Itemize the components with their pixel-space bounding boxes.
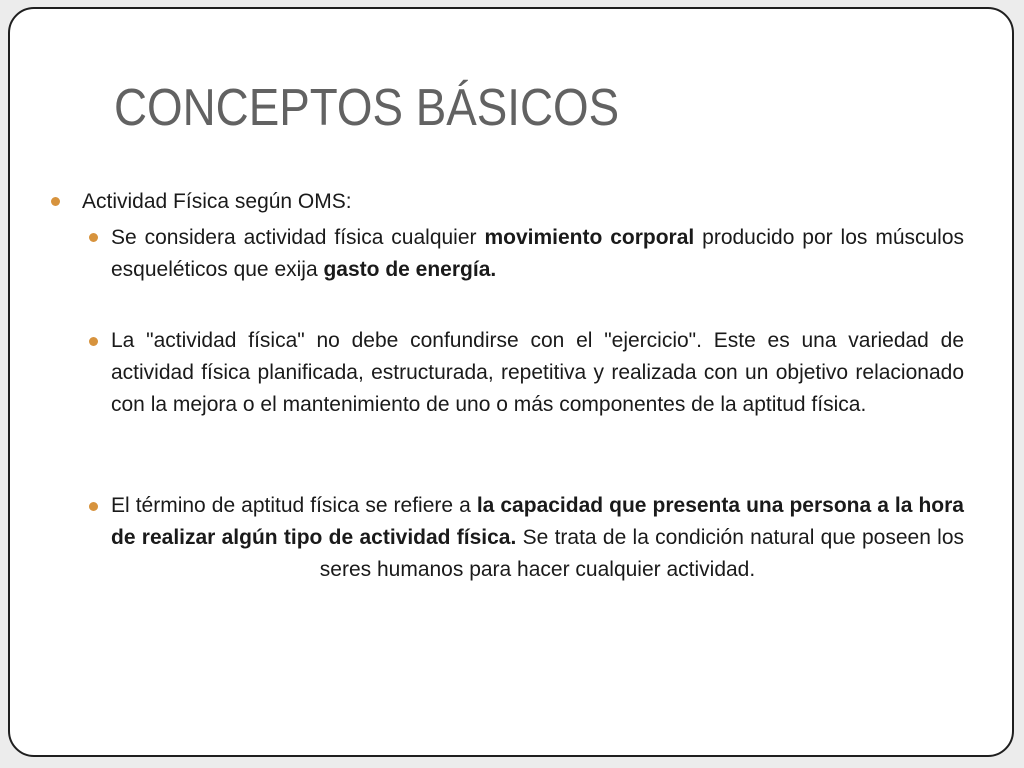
slide-title: CONCEPTOS BÁSICOS [114,79,620,137]
emphasis-text: movimiento corporal [484,226,695,249]
paragraph-aptitud [111,490,964,586]
text-run: El término de aptitud física se refiere a [111,494,477,517]
text-run: Se considera actividad física cualquier [111,226,485,249]
paragraph-ejercicio [111,325,964,421]
text-run: La "actividad física" no debe confundirse con el "ejercicio". Este es una variedad de actividad física planificada, estructurada, repetitiva y realizada con un objetivo relacionado con la mejora o el mantenimiento de uno o más componentes de la aptitud física. [111,329,964,416]
bullet-level1-text: Actividad Física según OMS: [82,190,352,213]
text-run: Se trata de la condición natural que poseen los seres humanos para hacer cualquier actividad. [319,526,965,581]
text-run: producido por los músculos esqueléticos que exija [111,226,965,281]
bullet-icon [89,502,98,511]
emphasis-text: gasto de energía. [323,258,497,281]
bullet-icon [89,337,98,346]
emphasis-text: la capacidad que presenta una persona a la hora de realizar algún tipo de actividad física. [111,494,964,549]
paragraph-definition [111,222,964,286]
bullet-icon [51,197,60,206]
bullet-icon [89,233,98,242]
